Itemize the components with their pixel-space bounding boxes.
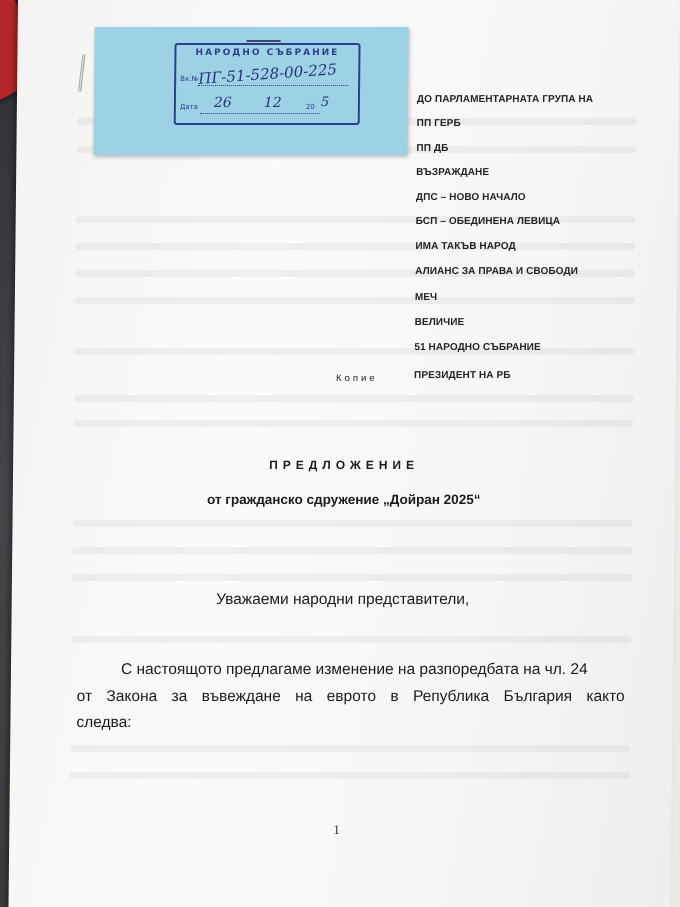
bleed-through-line	[72, 520, 632, 527]
stamp-date-month: 12	[263, 95, 282, 111]
recipient-line: 51 НАРОДНО СЪБРАНИЕ	[414, 342, 541, 353]
sticky-note	[93, 27, 408, 155]
sticky-note-mark	[247, 40, 281, 42]
body-line: от Закона за въвеждане на еврото в Република България както	[76, 687, 625, 705]
document-page	[9, 0, 680, 907]
body-line: следва:	[76, 714, 132, 731]
bleed-through-line	[72, 547, 632, 554]
recipient-line: ДО ПАРЛАМЕНТАРНАТА ГРУПА НА	[416, 94, 594, 105]
bleed-through-line	[70, 772, 630, 779]
stamp-date-label: Дата	[179, 103, 199, 111]
bleed-through-line	[75, 297, 635, 304]
bleed-through-line	[74, 395, 634, 402]
document-subtitle: от гражданско сдружение „Дойран 2025“	[206, 492, 481, 507]
stamp-title: НАРОДНО СЪБРАНИЕ	[195, 48, 340, 58]
recipient-line: ПП ГЕРБ	[416, 118, 461, 129]
recipient-line: ПП ДБ	[416, 143, 449, 154]
staple	[78, 54, 85, 92]
registry-stamp	[174, 43, 361, 125]
document-title: ПРЕДЛОЖЕНИЕ	[269, 458, 420, 472]
recipient-line: МЕЧ	[414, 292, 438, 303]
bleed-through-line	[74, 420, 634, 427]
bleed-through-line	[72, 574, 632, 581]
greeting: Уважаеми народни представители,	[216, 591, 470, 608]
stamp-date-line	[200, 113, 320, 114]
stamp-number-label: Вх.№	[180, 75, 199, 83]
recipient-line: ПРЕЗИДЕНТ НА РБ	[414, 370, 511, 381]
stamp-date-year-prefix: 20	[305, 103, 315, 111]
bleed-through-line	[70, 745, 630, 752]
bleed-through-line	[74, 348, 634, 355]
bleed-through-line	[71, 636, 631, 643]
recipient-line: АЛИАНС ЗА ПРАВА И СВОБОДИ	[415, 266, 578, 277]
recipient-line: ИМА ТАКЪВ НАРОД	[415, 241, 516, 252]
recipient-line: ВЪЗРАЖДАНЕ	[416, 167, 490, 178]
page-number: 1	[333, 822, 340, 837]
recipient-line: ВЕЛИЧИЕ	[414, 317, 465, 328]
stamp-date-year: 5	[320, 95, 330, 110]
body-line: С настоящото предлагаме изменение на разпоредбата на чл. 24	[120, 661, 588, 678]
recipient-line: БСП – ОБЕДИНЕНА ЛЕВИЦА	[415, 216, 561, 227]
recipient-line: ДПС – НОВО НАЧАЛО	[415, 192, 526, 203]
stamp-number-value: ПГ-51-528-00-225	[197, 60, 338, 88]
copies-label: Копие	[335, 373, 378, 384]
body-paragraph	[76, 657, 625, 737]
stamp-date-day: 26	[213, 95, 232, 111]
bleed-through-line	[75, 243, 635, 250]
